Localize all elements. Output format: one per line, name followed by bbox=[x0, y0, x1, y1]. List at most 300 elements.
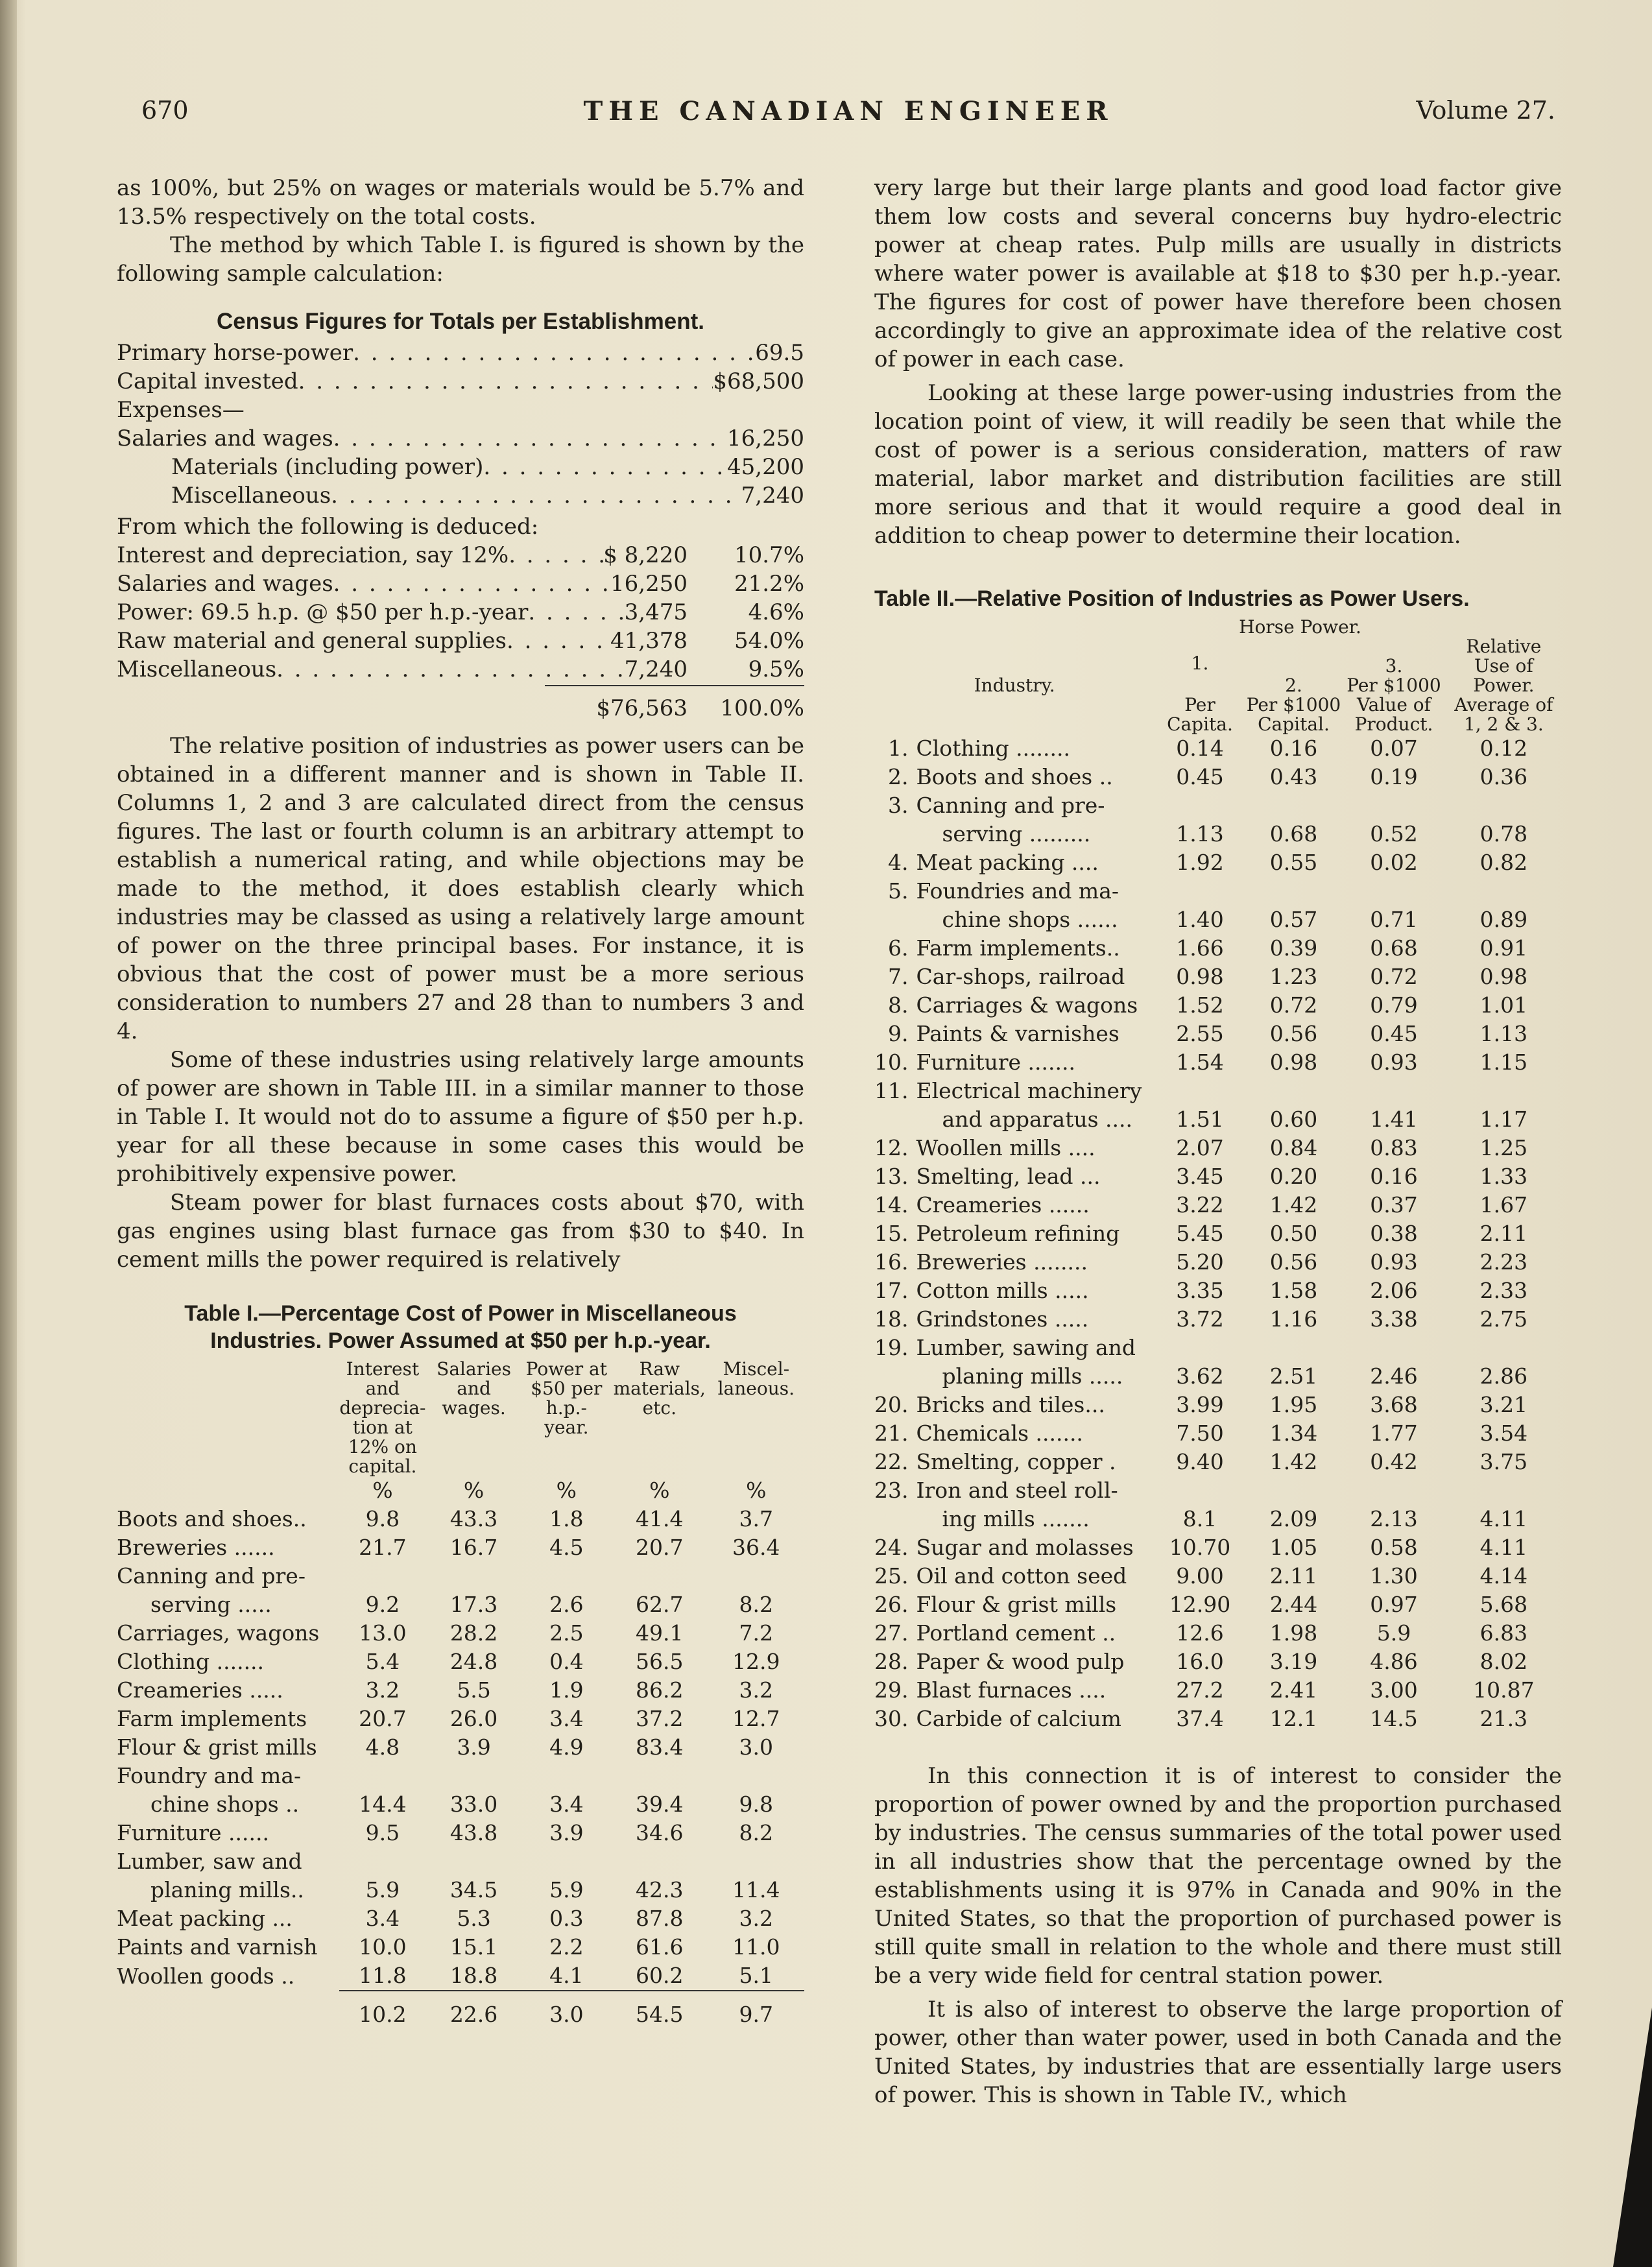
table2-cell: 1.92 bbox=[1176, 850, 1224, 875]
table2-industry: Flour & grist mills bbox=[916, 1592, 1117, 1617]
table2-cell: 12.6 bbox=[1176, 1620, 1224, 1646]
table2-cell: 1.17 bbox=[1479, 1107, 1528, 1132]
table2-industry: Canning and pre- bbox=[916, 793, 1105, 818]
table1-header-industry bbox=[117, 1360, 339, 1476]
table2-cell: 3.62 bbox=[1176, 1363, 1224, 1389]
table2-cell: 1.05 bbox=[1269, 1535, 1318, 1560]
table2-rank: 11. bbox=[874, 1078, 909, 1103]
table2-cell: 0.97 bbox=[1370, 1592, 1418, 1617]
table1-cell: 5.3 bbox=[457, 1906, 491, 1931]
table2-cell: 0.12 bbox=[1479, 736, 1528, 761]
table-row bbox=[874, 963, 1562, 991]
table2-cell bbox=[1245, 791, 1343, 820]
table2-industry: Meat packing .... bbox=[916, 850, 1099, 875]
table1-cell bbox=[611, 1562, 708, 1590]
table2-industry: Electrical machinery bbox=[916, 1078, 1142, 1103]
table1-cell: 5.9 bbox=[365, 1877, 400, 1902]
table2-cell bbox=[1342, 877, 1446, 906]
table2-industry: Paints & varnishes bbox=[916, 1021, 1119, 1046]
table-row bbox=[117, 1505, 804, 1533]
table2-rank bbox=[874, 1362, 916, 1391]
book-spine-shadow bbox=[0, 0, 17, 2267]
dot-leader bbox=[483, 453, 727, 481]
right-column bbox=[874, 174, 1562, 2109]
table2-industry: Lumber, sawing and bbox=[916, 1335, 1136, 1360]
table2-cell: 0.68 bbox=[1370, 935, 1418, 961]
dot-leader bbox=[509, 541, 603, 570]
table1-industry: Clothing ....... bbox=[117, 1649, 265, 1674]
table-row bbox=[874, 1191, 1562, 1219]
table1-cell: 56.5 bbox=[636, 1649, 684, 1674]
table2-cell: 9.00 bbox=[1176, 1563, 1224, 1589]
table2-cell: 0.72 bbox=[1269, 992, 1318, 1018]
table1-cell: 2.2 bbox=[549, 1934, 584, 1960]
table2-cell: 1.13 bbox=[1479, 1021, 1528, 1046]
table2-cell: 2.86 bbox=[1479, 1363, 1528, 1389]
dot-leader bbox=[333, 424, 727, 453]
table2-cell bbox=[1446, 1334, 1562, 1362]
left-paragraph-1: The relative position of industries as power users can be obtained in a different manner and is shown in Table II. Columns 1, 2 and 3 are calculated direct from the census figures. The last or fourth column is an arbitrary attempt to establish a numerical rating, and while objections may be made to the method, it does establish clearly which industries may be classed as using a relatively large amount of power on the three principal bases. For instance, it is obvious that the cost of power must be a more serious consideration to numbers 27 and 28 than to numbers 3 and 4. bbox=[117, 733, 804, 1044]
table2-cell: 2.13 bbox=[1370, 1506, 1418, 1531]
deduced-line-value: 16,250 bbox=[610, 571, 688, 597]
table2-cell: 2.09 bbox=[1269, 1506, 1318, 1531]
deduced-total-pct: 100.0% bbox=[688, 685, 804, 723]
table1-cell: 42.3 bbox=[636, 1877, 684, 1902]
table2-cell: 0.16 bbox=[1269, 736, 1318, 761]
dot-leader bbox=[333, 570, 610, 598]
table2-cell: 0.36 bbox=[1479, 764, 1528, 789]
table2-cell: 2.23 bbox=[1479, 1249, 1528, 1275]
table2-cell: 5.9 bbox=[1376, 1620, 1411, 1646]
deduced-line-value: 7,240 bbox=[624, 656, 688, 682]
table2-industry: and apparatus .... bbox=[942, 1107, 1132, 1132]
table-row bbox=[874, 1505, 1562, 1533]
table1-unit-cell: % bbox=[556, 1478, 577, 1503]
table2-cell: 9.40 bbox=[1176, 1449, 1224, 1474]
table1-total-cell: 54.5 bbox=[611, 1991, 708, 2029]
table2-rank: 8. bbox=[887, 992, 909, 1018]
table2-cell: 0.56 bbox=[1269, 1021, 1318, 1046]
table2-rank: 5. bbox=[887, 878, 909, 904]
left-column bbox=[117, 174, 804, 2029]
table2-cell: 2.41 bbox=[1269, 1677, 1318, 1703]
table2-rank: 6. bbox=[887, 935, 909, 961]
table-row bbox=[874, 1020, 1562, 1048]
table2-cell: 0.98 bbox=[1176, 964, 1224, 989]
table1-cell: 1.9 bbox=[549, 1677, 584, 1703]
table2-title: Table II.—Relative Position of Industries as Power Users. bbox=[874, 586, 1470, 611]
table-row bbox=[874, 1533, 1562, 1562]
table2-cell: 1.98 bbox=[1269, 1620, 1318, 1646]
table-row bbox=[874, 1305, 1562, 1334]
table2-industry: Portland cement .. bbox=[916, 1620, 1116, 1646]
table1-cell: 3.2 bbox=[739, 1677, 774, 1703]
table2-cell: 1.42 bbox=[1269, 1449, 1318, 1474]
table2-cell bbox=[1155, 877, 1245, 906]
table1-industry: Woollen goods .. bbox=[117, 1963, 295, 1989]
table1-header-row bbox=[117, 1360, 804, 1476]
table2-cell: 6.83 bbox=[1479, 1620, 1528, 1646]
table2-rank: 17. bbox=[874, 1278, 909, 1303]
table1-header-col-2: Salaries and wages. bbox=[437, 1358, 511, 1419]
table2-cell: 0.68 bbox=[1269, 821, 1318, 846]
census-line-value: 69.5 bbox=[755, 340, 804, 366]
table1-cell: 20.7 bbox=[636, 1535, 684, 1560]
table2-cell: 3.21 bbox=[1479, 1392, 1528, 1417]
table1-cell: 16.7 bbox=[449, 1535, 498, 1560]
table2-cell: 1.40 bbox=[1176, 907, 1224, 932]
dot-leader bbox=[528, 598, 624, 627]
right-paragraph-1: very large but their large plants and good load factor give them low costs and several concerns buy hydro-electric power at cheap rates. Pulp mills are usually in districts where water power is available at $18 to $30 per h.p.-year. The figures for cost of power have therefore been chosen accordingly to give an approximate idea of the relative cost of power in each case. bbox=[874, 175, 1562, 372]
table1-header-col-5: Miscel- laneous. bbox=[717, 1358, 795, 1399]
census-line bbox=[117, 481, 804, 510]
census-line-value: $68,500 bbox=[713, 368, 804, 394]
table2-rank: 9. bbox=[887, 1021, 909, 1046]
table2-cell: 1.16 bbox=[1269, 1306, 1318, 1332]
table2-cell: 2.07 bbox=[1176, 1135, 1224, 1160]
table1-cell: 36.4 bbox=[732, 1535, 780, 1560]
table2-cell: 1.42 bbox=[1269, 1192, 1318, 1217]
table2-cell bbox=[1245, 1476, 1343, 1505]
table2-cell: 1.54 bbox=[1176, 1050, 1224, 1075]
table2-industry: Blast furnaces .... bbox=[916, 1677, 1107, 1703]
table1-cell: 15.1 bbox=[449, 1934, 498, 1960]
table1-cell: 86.2 bbox=[636, 1677, 684, 1703]
table2-header-1 bbox=[1155, 637, 1245, 734]
table2-cell: 4.86 bbox=[1370, 1649, 1418, 1674]
table2-industry: Furniture ....... bbox=[916, 1050, 1075, 1075]
table2-industry: Clothing ........ bbox=[916, 736, 1071, 761]
table2-industry: Creameries ...... bbox=[916, 1192, 1090, 1217]
table1-industry: Breweries ...... bbox=[117, 1535, 275, 1560]
table1-total-cell: 3.0 bbox=[522, 1991, 611, 2029]
table-row bbox=[117, 1733, 804, 1762]
right-paragraph-2: Looking at these large power-using industries from the location point of view, it will readily be seen that while the cost of power is a serious consideration, matters of raw material, labor market and distribution facilities are still more serious and that it would require a good deal in addition to cheap power to determine their location. bbox=[874, 380, 1562, 549]
table2-cell bbox=[1446, 877, 1562, 906]
table2-cell: 0.45 bbox=[1370, 1021, 1418, 1046]
table2-industry: Foundries and ma- bbox=[916, 878, 1119, 904]
table2-cell: 5.45 bbox=[1176, 1221, 1224, 1246]
table2-cell: 3.68 bbox=[1370, 1392, 1418, 1417]
table1-cell bbox=[708, 1562, 804, 1590]
table1-cell: 18.8 bbox=[449, 1963, 498, 1988]
table2-cell: 0.55 bbox=[1269, 850, 1318, 875]
deduced-line-label: Interest and depreciation, say 12% bbox=[117, 542, 509, 568]
table2-industry: serving ......... bbox=[942, 821, 1091, 846]
table2-cell bbox=[1342, 791, 1446, 820]
table2-cell: 1.66 bbox=[1176, 935, 1224, 961]
table1-cell bbox=[425, 1762, 521, 1790]
table1-cell: 83.4 bbox=[636, 1734, 684, 1760]
table2-cell: 3.75 bbox=[1479, 1449, 1528, 1474]
table1-cell: 14.4 bbox=[359, 1792, 407, 1817]
table2-cell: 0.45 bbox=[1176, 764, 1224, 789]
table2-cell: 16.0 bbox=[1176, 1649, 1224, 1674]
table2-group-header: Horse Power. bbox=[1239, 616, 1361, 638]
table1-cell: 1.8 bbox=[549, 1506, 584, 1531]
table2-col-number-1: 1. bbox=[1191, 653, 1209, 674]
table-row bbox=[117, 1762, 804, 1790]
table1-industry: Boots and shoes.. bbox=[117, 1506, 307, 1531]
table1-cell: 12.7 bbox=[732, 1706, 780, 1731]
table2-rank: 7. bbox=[887, 964, 909, 989]
left-paragraph-3: Steam power for blast furnaces costs about $70, with gas engines using blast furnace gas from $30 to $40. In cement mills the power required is relatively bbox=[117, 1190, 804, 1273]
table2-cell: 1.30 bbox=[1370, 1563, 1418, 1589]
table2-cell: 1.52 bbox=[1176, 992, 1224, 1018]
left-intro-paragraph: as 100%, but 25% on wages or materials would be 5.7% and 13.5% respectively on the total costs. bbox=[117, 175, 804, 230]
deduced-total-value: $76,563 bbox=[545, 685, 688, 723]
table2-rank: 13. bbox=[874, 1164, 909, 1189]
table-row bbox=[874, 1676, 1562, 1705]
table2-cell: 1.77 bbox=[1370, 1421, 1418, 1446]
table2-cell: 12.90 bbox=[1169, 1592, 1231, 1617]
table2-cell: 0.16 bbox=[1370, 1164, 1418, 1189]
table2-cell: 2.06 bbox=[1370, 1278, 1418, 1303]
table1-cell: 0.4 bbox=[549, 1649, 584, 1674]
table2-cell: 0.98 bbox=[1269, 1050, 1318, 1075]
table1-cell bbox=[339, 1847, 425, 1876]
table2-cell: 8.02 bbox=[1479, 1649, 1528, 1674]
dot-leader bbox=[353, 339, 755, 367]
table2-rank: 24. bbox=[874, 1535, 909, 1560]
table1-cell: 5.9 bbox=[549, 1877, 584, 1902]
table2-col-number-2: 2. bbox=[1285, 675, 1302, 696]
table-row bbox=[874, 1048, 1562, 1077]
table-row bbox=[874, 934, 1562, 963]
census-line bbox=[117, 396, 804, 424]
table2-rank: 10. bbox=[874, 1050, 909, 1075]
deduced-line-label: Miscellaneous bbox=[117, 656, 277, 682]
table1-industry: Meat packing ... bbox=[117, 1906, 293, 1931]
table-row bbox=[874, 791, 1562, 820]
table2-rank: 4. bbox=[887, 850, 909, 875]
table1-title-line2: Industries. Power Assumed at $50 per h.p.-year. bbox=[210, 1328, 711, 1353]
table2-cell: 37.4 bbox=[1176, 1706, 1224, 1731]
table1-cell: 41.4 bbox=[636, 1506, 684, 1531]
dot-leader bbox=[276, 655, 625, 684]
left-method-paragraph: The method by which Table I. is figured is shown by the following sample calculation: bbox=[117, 232, 804, 287]
table2-cell: 0.71 bbox=[1370, 907, 1418, 932]
table2-rank: 27. bbox=[874, 1620, 909, 1646]
table2-col1-label: Per Capita. bbox=[1167, 694, 1233, 735]
table1-cell: 11.0 bbox=[732, 1934, 780, 1960]
table2-cell: 0.79 bbox=[1370, 992, 1418, 1018]
table1-cell bbox=[425, 1847, 521, 1876]
table-row bbox=[874, 1334, 1562, 1362]
table2-cell: 0.07 bbox=[1370, 736, 1418, 761]
table-row bbox=[117, 1790, 804, 1819]
table1-cell: 3.0 bbox=[739, 1734, 774, 1760]
table1-cell: 3.2 bbox=[739, 1906, 774, 1931]
table1-cell: 61.6 bbox=[636, 1934, 684, 1960]
table1-industry: planing mills.. bbox=[150, 1877, 304, 1902]
table2-cell: 2.11 bbox=[1479, 1221, 1528, 1246]
table1-unit-row bbox=[117, 1476, 804, 1505]
table1-unit-cell: % bbox=[649, 1478, 670, 1503]
table2-cell: 1.51 bbox=[1176, 1107, 1224, 1132]
table-row bbox=[117, 1876, 804, 1904]
table2-cell: 8.1 bbox=[1182, 1506, 1217, 1531]
table1-cell: 3.2 bbox=[365, 1677, 400, 1703]
table2-industry-header: Industry. bbox=[974, 675, 1055, 696]
table2-industry: Woollen mills .... bbox=[916, 1135, 1095, 1160]
table2-cell: 3.00 bbox=[1370, 1677, 1418, 1703]
table-row bbox=[117, 1533, 804, 1562]
table1-cell: 9.5 bbox=[365, 1820, 400, 1845]
table2-cell: 12.1 bbox=[1269, 1706, 1318, 1731]
table1-title bbox=[117, 1300, 804, 1354]
table1-title-line1: Table I.—Percentage Cost of Power in Miscellaneous bbox=[184, 1301, 737, 1326]
table2-header-2 bbox=[1245, 637, 1343, 734]
table2-cell bbox=[1245, 1077, 1343, 1105]
dot-leader bbox=[298, 367, 713, 396]
table2-cell bbox=[1342, 1334, 1446, 1362]
deduced-line-percent: 54.0% bbox=[734, 628, 804, 654]
table2-cell: 3.72 bbox=[1176, 1306, 1224, 1332]
table1-industry: Farm implements bbox=[117, 1706, 307, 1731]
table-row bbox=[874, 906, 1562, 934]
table2-cell: 1.41 bbox=[1370, 1107, 1418, 1132]
table2-cell: 0.83 bbox=[1370, 1135, 1418, 1160]
table-row bbox=[874, 1705, 1562, 1733]
table2-cell: 3.54 bbox=[1479, 1421, 1528, 1446]
table2-header-4: Relative Use of Power. Average of 1, 2 & 3. bbox=[1454, 636, 1553, 735]
census-line-label: Miscellaneous bbox=[171, 483, 331, 509]
table1-cell bbox=[522, 1562, 611, 1590]
table2-cell: 5.68 bbox=[1479, 1592, 1528, 1617]
table1-cell: 11.8 bbox=[359, 1963, 407, 1988]
table2-cell: 0.38 bbox=[1370, 1221, 1418, 1246]
table1-industry: Paints and varnish bbox=[117, 1934, 318, 1960]
table2-rank: 12. bbox=[874, 1135, 909, 1160]
table1-cell: 62.7 bbox=[636, 1592, 684, 1617]
table2-cell: 1.13 bbox=[1176, 821, 1224, 846]
census-line-value: 45,200 bbox=[727, 454, 804, 480]
table2-cell: 1.15 bbox=[1479, 1050, 1528, 1075]
deduced-figures bbox=[117, 541, 804, 684]
left-paragraph-2: Some of these industries using relatively large amounts of power are shown in Table III. in a similar manner to those in Table I. It would not do to assume a figure of $50 per h.p. year for all these because in some cases this would be prohibitively expensive power. bbox=[117, 1047, 804, 1187]
table2-rank: 25. bbox=[874, 1563, 909, 1589]
table1-cell bbox=[425, 1562, 521, 1590]
table2-rank: 22. bbox=[874, 1449, 909, 1474]
table1-cell: 5.1 bbox=[739, 1963, 774, 1988]
table-row bbox=[117, 1676, 804, 1705]
table1-industry: serving ..... bbox=[150, 1592, 272, 1617]
deduced-line-percent: 10.7% bbox=[734, 542, 804, 568]
table1-cell: 20.7 bbox=[359, 1706, 407, 1731]
census-figures bbox=[117, 339, 804, 510]
table1-cell: 3.7 bbox=[739, 1506, 774, 1531]
table1-cell: 4.9 bbox=[549, 1734, 584, 1760]
deduced-line-label: Salaries and wages bbox=[117, 571, 333, 597]
table2-rank: 16. bbox=[874, 1249, 909, 1275]
deduced-line bbox=[117, 598, 804, 627]
table2-cell: 0.82 bbox=[1479, 850, 1528, 875]
deduced-intro: From which the following is deduced: bbox=[117, 514, 539, 540]
census-line bbox=[117, 367, 804, 396]
table2-rank: 26. bbox=[874, 1592, 909, 1617]
table2-cell: 0.37 bbox=[1370, 1192, 1418, 1217]
table2-industry: Sugar and molasses bbox=[916, 1535, 1134, 1560]
table2-cell: 0.43 bbox=[1269, 764, 1318, 789]
table2-cell: 4.11 bbox=[1479, 1506, 1528, 1531]
table1-industry: Flour & grist mills bbox=[117, 1734, 317, 1760]
table1-cell: 4.8 bbox=[365, 1734, 400, 1760]
table-row bbox=[874, 1419, 1562, 1448]
table1-header-col-4: Raw materials, etc. bbox=[613, 1358, 706, 1419]
table1-cell: 3.4 bbox=[549, 1792, 584, 1817]
table-row bbox=[874, 734, 1562, 763]
table1-header-col-3: Power at $50 per h.p.- year. bbox=[525, 1358, 607, 1438]
table2-industry: Cotton mills ..... bbox=[916, 1278, 1089, 1303]
table-row bbox=[117, 1705, 804, 1733]
table-row bbox=[874, 1562, 1562, 1590]
census-line-value: 16,250 bbox=[727, 426, 804, 451]
table1-cell bbox=[522, 1847, 611, 1876]
table1-cell bbox=[522, 1762, 611, 1790]
deduced-line bbox=[117, 655, 804, 684]
table2-industry: Bricks and tiles... bbox=[916, 1392, 1105, 1417]
table2-rank: 1. bbox=[887, 736, 909, 761]
table2-cell: 0.20 bbox=[1269, 1164, 1318, 1189]
table2-rank: 19. bbox=[874, 1335, 909, 1360]
table1-cell: 9.8 bbox=[365, 1506, 400, 1531]
table-row bbox=[117, 1961, 804, 1991]
table2-rank bbox=[874, 1505, 916, 1533]
volume-label: Volume 27. bbox=[1416, 96, 1555, 125]
table2-cell: 3.19 bbox=[1269, 1649, 1318, 1674]
table2-industry: Paper & wood pulp bbox=[916, 1649, 1125, 1674]
table2-cell: 0.93 bbox=[1370, 1249, 1418, 1275]
table1-cell: 9.2 bbox=[365, 1592, 400, 1617]
table2-cell: 3.35 bbox=[1176, 1278, 1224, 1303]
table1-cell: 17.3 bbox=[449, 1592, 498, 1617]
table1-industry: Lumber, saw and bbox=[117, 1849, 302, 1874]
table1-cell: 24.8 bbox=[449, 1649, 498, 1674]
table1-industry: Furniture ...... bbox=[117, 1820, 269, 1845]
table2-cell: 0.89 bbox=[1479, 907, 1528, 932]
table2-cell: 7.50 bbox=[1176, 1421, 1224, 1446]
table2-cell: 0.91 bbox=[1479, 935, 1528, 961]
table2-cell: 3.45 bbox=[1176, 1164, 1224, 1189]
table2-cell: 4.14 bbox=[1479, 1563, 1528, 1589]
table-row bbox=[117, 1904, 804, 1933]
table2-cell: 10.87 bbox=[1473, 1677, 1535, 1703]
table1-unit-cell: % bbox=[372, 1478, 393, 1503]
table2-cell: 3.38 bbox=[1370, 1306, 1418, 1332]
table1-cell: 43.8 bbox=[449, 1820, 498, 1845]
table2-cell: 2.75 bbox=[1479, 1306, 1528, 1332]
table1-cell: 4.5 bbox=[549, 1535, 584, 1560]
page-corner-shadow bbox=[1613, 2008, 1652, 2267]
table1-cell bbox=[339, 1762, 425, 1790]
table1-cell: 8.2 bbox=[739, 1820, 774, 1845]
table2-cell bbox=[1446, 1077, 1562, 1105]
table-row bbox=[117, 1648, 804, 1676]
table-row bbox=[117, 1590, 804, 1619]
census-line-label: Expenses— bbox=[117, 397, 245, 423]
table2-rank bbox=[874, 1105, 916, 1134]
table1-total-cell: 22.6 bbox=[425, 1991, 521, 2029]
deduced-line bbox=[117, 570, 804, 598]
table-row bbox=[117, 1562, 804, 1590]
table2-cell: 0.02 bbox=[1370, 850, 1418, 875]
table2-rank bbox=[874, 820, 916, 848]
table1-header-col-1: Interest and deprecia- tion at 12% on capital. bbox=[339, 1358, 426, 1477]
census-line-label: Salaries and wages bbox=[117, 426, 333, 451]
right-paragraph-3: In this connection it is of interest to consider the proportion of power owned by and the proportion purchased by industries. The census summaries of the total power used in all industries show that the percentage owned by the establishments using it is 97% in Canada and 90% in the United States, so that the proportion of purchased power is still quite small in relation to the whole and there must still be a very wide field for central station power. bbox=[874, 1763, 1562, 1989]
table2-cell: 2.44 bbox=[1269, 1592, 1318, 1617]
